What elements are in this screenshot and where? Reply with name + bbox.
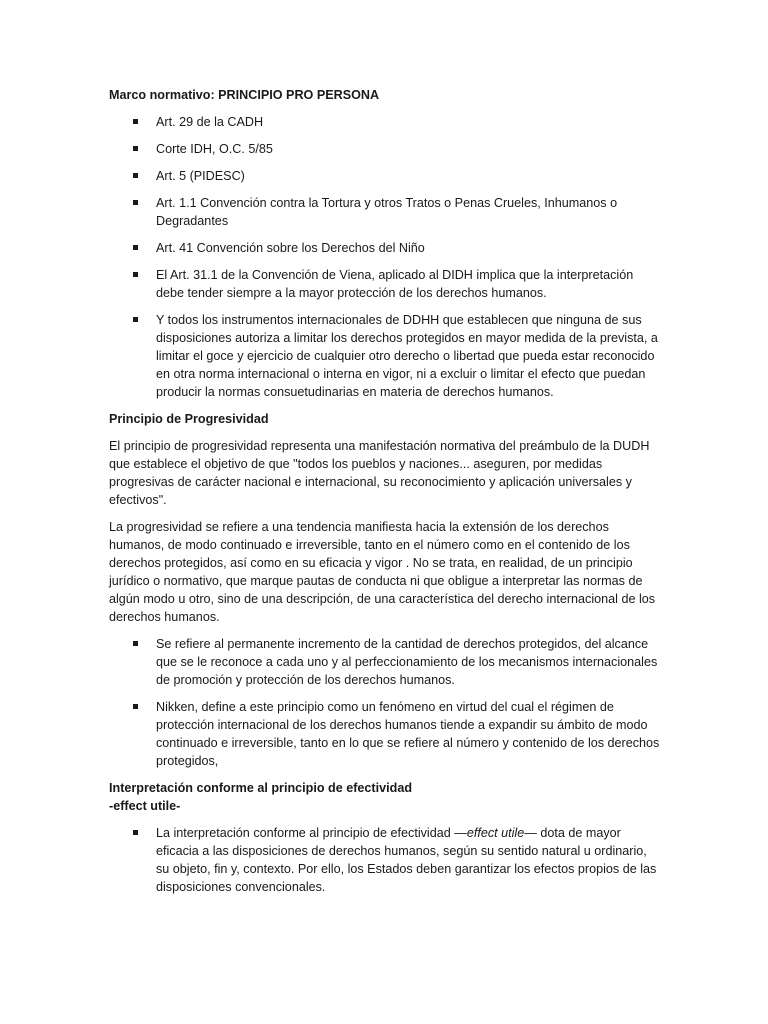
list-item (109, 194, 661, 230)
square-bullet-icon (133, 317, 138, 322)
square-bullet-icon (133, 146, 138, 151)
list-item-text: Nikken, define a este principio como un fenómeno en virtud del cual el régimen de protección internacional de los derechos humanos tiende a expandir su ámbito de modo continuado e irreversible, tanto en lo que se refiere al número y contenido de los derechos protegidos, (156, 700, 660, 768)
heading-text: Interpretación conforme al principio de efectividad (109, 781, 413, 795)
square-bullet-icon (133, 830, 138, 835)
list-item-text: Se refiere al permanente incremento de la cantidad de derechos protegidos, del alcance que se le reconoce a cada uno y al perfeccionamiento de los mecanismos internacionales de promoción y protección de los derechos humanos. (156, 637, 658, 687)
square-bullet-icon (133, 200, 138, 205)
list-item-text: Y todos los instrumentos internacionales de DDHH que establecen que ninguna de sus disposiciones autoriza a limitar los derechos protegidos en mayor medida de la prevista, a limitar el goce y ejercicio de cualquier otro derecho o libertad que pueda estar reconocido en otra norma internacional o interna en vigor, ni a excluir o limitar el efecto que puedan producir la normas consuetudinarias en materia de derechos humanos. (156, 313, 658, 399)
section-heading-efectividad (109, 779, 661, 815)
list-item (109, 311, 661, 401)
square-bullet-icon (133, 641, 138, 646)
list-item (109, 113, 661, 131)
list-item-text: Art. 1.1 Convención contra la Tortura y otros Tratos o Penas Crueles, Inhumanos o Degradantes (156, 196, 618, 228)
list-item (109, 140, 661, 158)
section-heading-pro-persona: Marco normativo: PRINCIPIO PRO PERSONA (109, 88, 380, 102)
square-bullet-icon (133, 272, 138, 277)
list-item (109, 167, 661, 185)
list-item (109, 698, 661, 770)
pro-persona-list (109, 113, 661, 401)
list-item (109, 824, 661, 896)
heading-subtitle: -effect utile- (109, 799, 181, 813)
square-bullet-icon (133, 245, 138, 250)
list-item-text-after: — dota de mayor eficacia a las disposiciones de derechos humanos, según su sentido natural u ordinario, su objeto, fin y, contexto. Por ello, los Estados deben garantizar los efectos propios de las disposiciones convencionales. (156, 826, 657, 894)
list-item-text: El Art. 31.1 de la Convención de Viena, aplicado al DIDH implica que la interpretación debe tender siempre a la mayor protección de los derechos humanos. (156, 268, 634, 300)
list-item (109, 635, 661, 689)
paragraph: El principio de progresividad representa una manifestación normativa del preámbulo de la DUDH que establece el objetivo de que "todos los pueblos y naciones... aseguren, por medidas progresivas de carácter nacional e internacional, su reconocimiento y aplicación universales y efectivos". (109, 439, 650, 507)
paragraph: La progresividad se refiere a una tendencia manifiesta hacia la extensión de los derechos humanos, de modo continuado e irreversible, tanto en el número como en el contenido de los derechos protegidos, así como en su eficacia y vigor . No se trata, en realidad, de un principio jurídico o normativo, que marque pautas de conducta ni que obligue a interpretar las normas de algún modo u otro, sino de una descripción, de una característica del derecho internacional de los derechos humanos. (109, 520, 656, 624)
list-item (109, 239, 661, 257)
list-item-text: Art. 29 de la CADH (156, 115, 264, 129)
list-item-emphasis: effect utile (466, 826, 525, 840)
list-item (109, 266, 661, 302)
document-page (109, 86, 661, 896)
progresividad-list (109, 635, 661, 770)
section-heading-progresividad: Principio de Progresividad (109, 412, 269, 426)
list-item-text: Corte IDH, O.C. 5/85 (156, 142, 273, 156)
list-item-text: Art. 5 (PIDESC) (156, 169, 245, 183)
list-item-text-before: La interpretación conforme al principio de efectividad — (156, 826, 467, 840)
list-item-text: Art. 41 Convención sobre los Derechos del Niño (156, 241, 425, 255)
efectividad-list (109, 824, 661, 896)
square-bullet-icon (133, 704, 138, 709)
square-bullet-icon (133, 119, 138, 124)
square-bullet-icon (133, 173, 138, 178)
